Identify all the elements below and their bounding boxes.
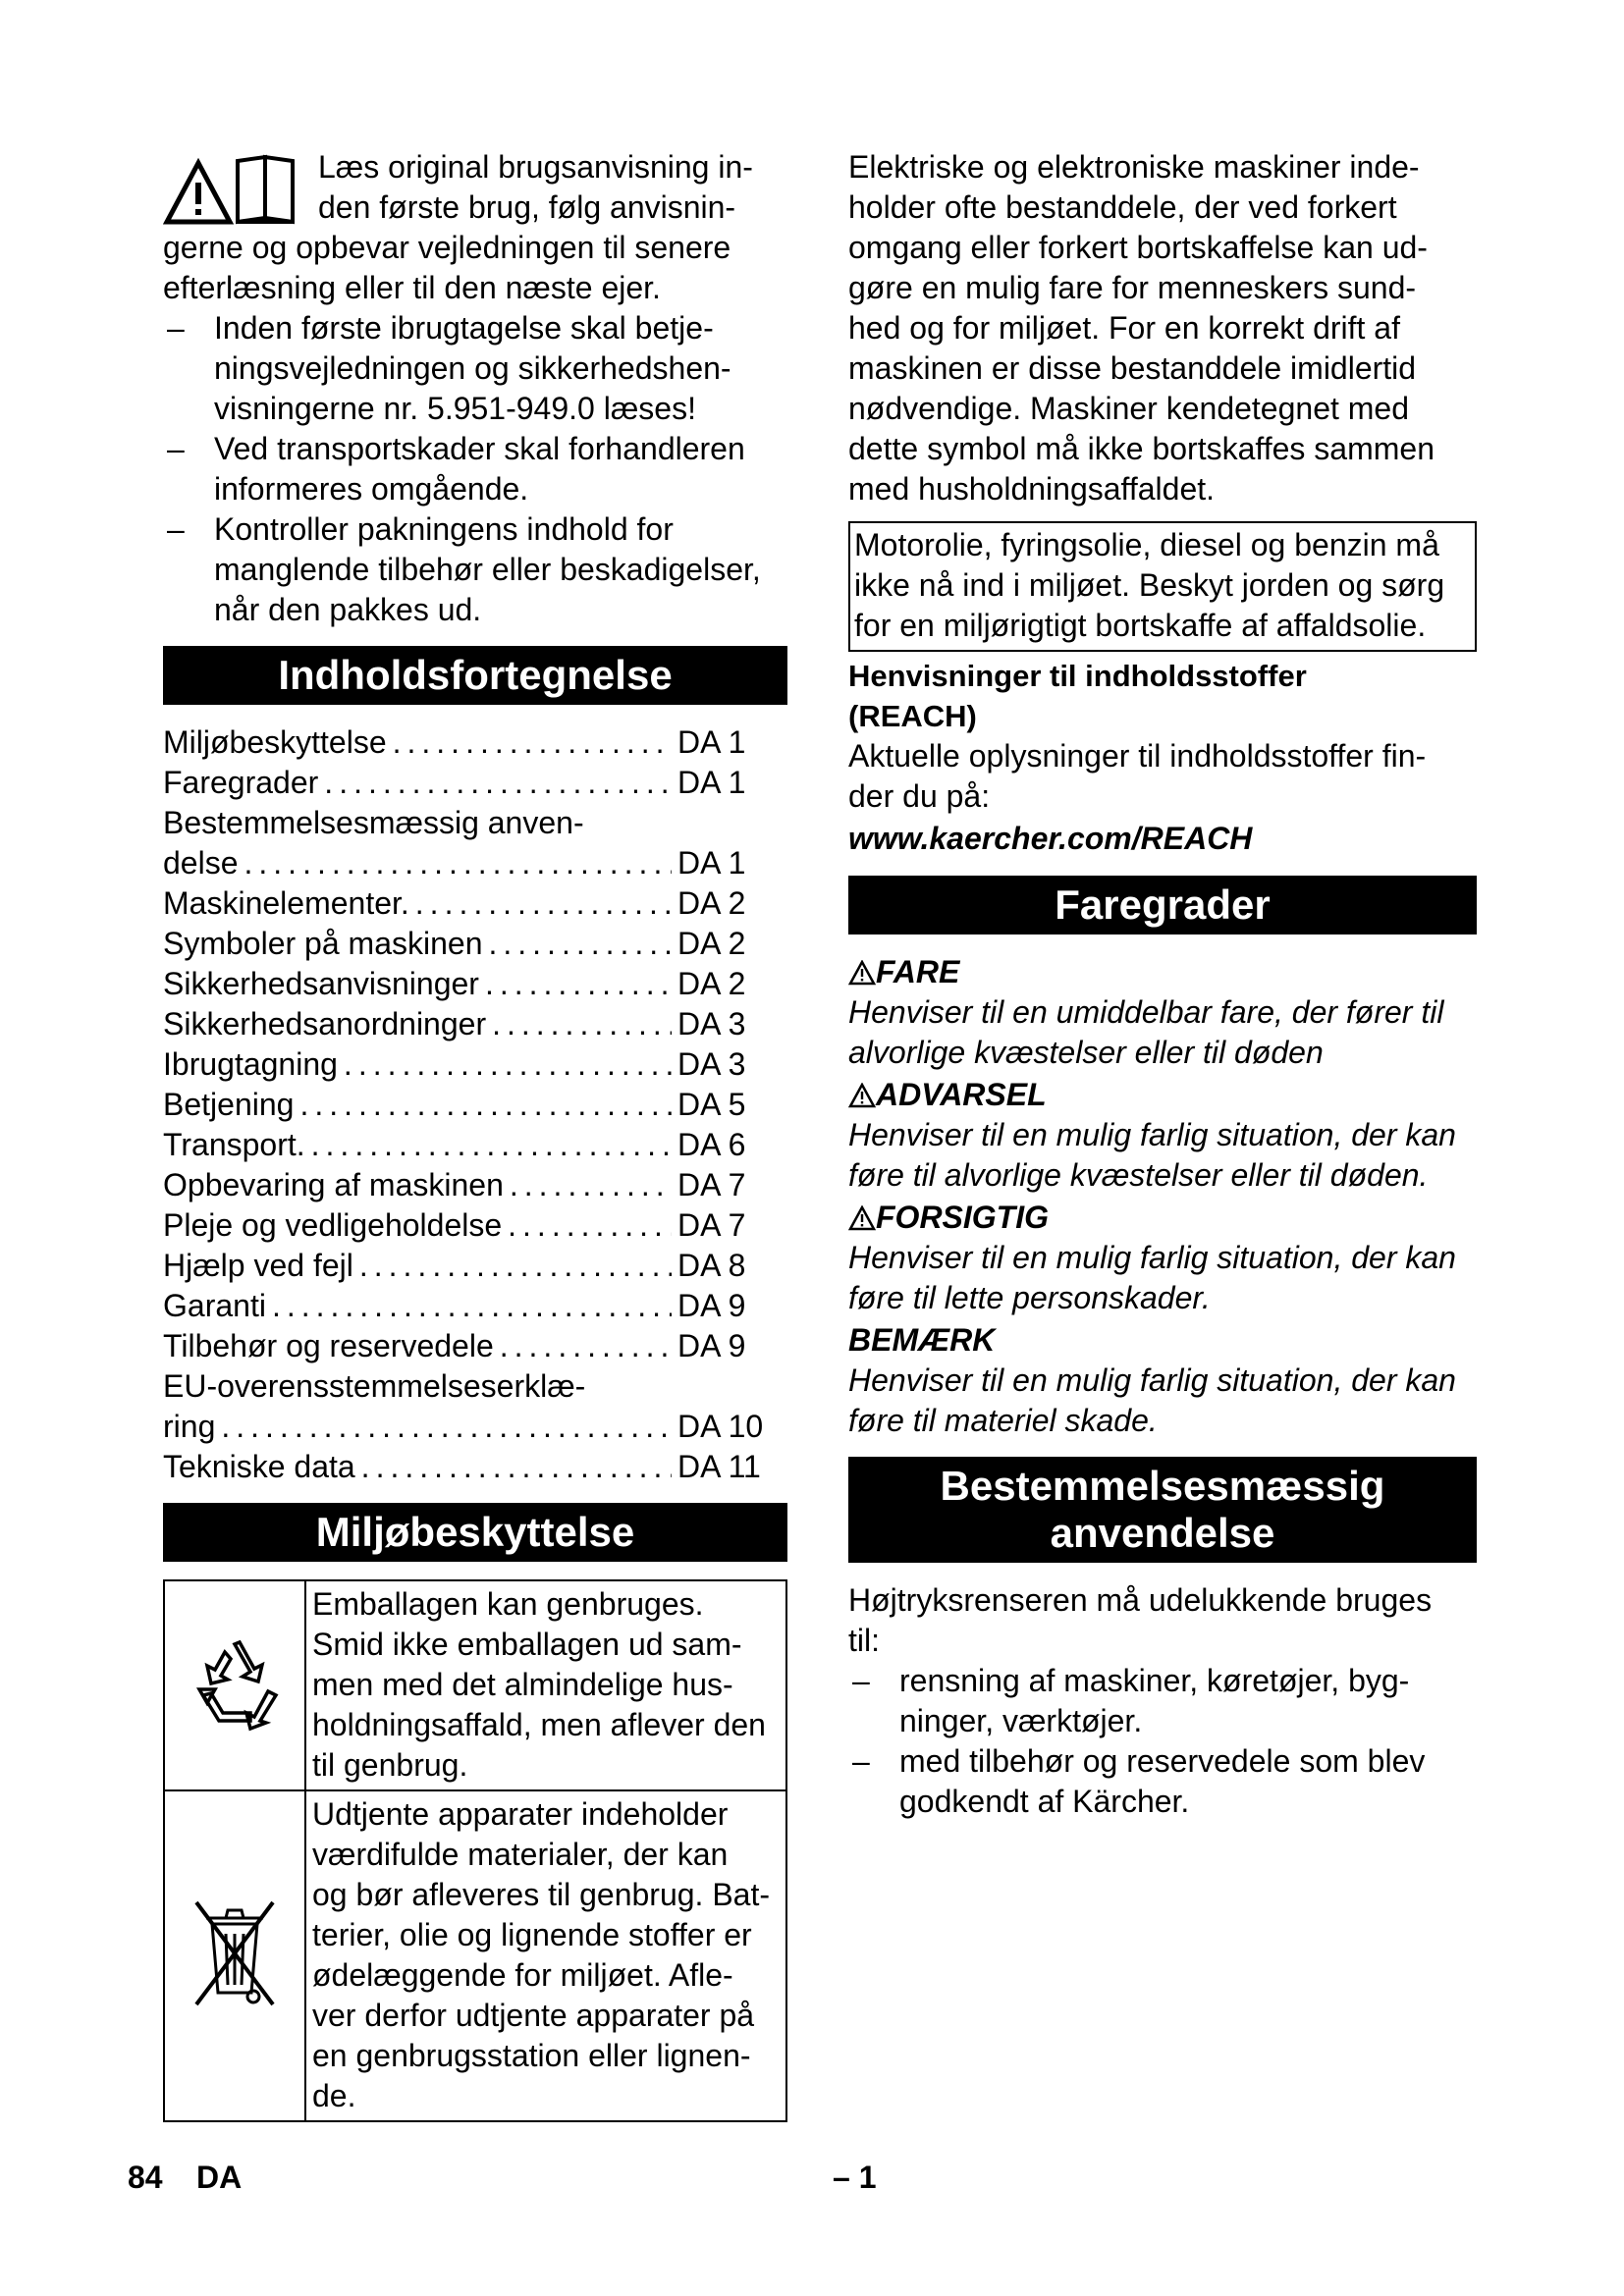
toc-leader [244,843,673,883]
text-line: holder ofte bestanddele, der ved forkert [848,189,1397,225]
toc-leader [299,1085,672,1125]
text-line: Smid ikke emballagen ud sam- [312,1627,742,1662]
intended-use-item-1 [848,1661,1477,1741]
text-line: en genbrugsstation eller lignen- [312,2038,751,2073]
toc-page: DA 3 [677,1006,746,1041]
text-line: til: [848,1623,880,1658]
toc-label: Sikkerhedsanvisninger [163,966,479,1001]
table-row [164,1580,786,1790]
toc-page: DA 3 [677,1046,746,1082]
toc-entry-hjaelp[interactable] [163,1246,787,1286]
intro-line-1: Læs original brugsanvisning in- [318,149,753,185]
intro-line-4: efterlæsning eller til den næste ejer. [163,270,661,305]
toc-entry-opbevaring[interactable] [163,1165,787,1205]
text-line: Henviser til en mulig farlig situation, der kan [848,1362,1456,1398]
text-line: hed og for miljøet. For en korrekt drift af [848,310,1400,346]
toc-entry-tilbehor[interactable] [163,1326,787,1366]
toc-entry-ibrugtagning[interactable] [163,1044,787,1085]
left-column [163,147,787,2122]
oil-notice-box [848,521,1477,652]
hazard-name: FARE [876,954,960,989]
list-line: rensning af maskiner, køretøjer, byg- [899,1663,1410,1698]
text-line: terier, olie og lignende stoffer er [312,1917,752,1952]
text-line: ødelæggende for miljøet. Afle- [312,1957,733,1993]
table-row [164,1790,786,2121]
appliances-text [305,1790,786,2121]
intended-use-item-2 [848,1741,1477,1822]
toc-leader [361,1447,672,1487]
toc-label: Tekniske data [163,1449,355,1484]
text-line: alvorlige kvæstelser eller til døden [848,1035,1324,1070]
text-line: Emballagen kan genbruges. [312,1586,704,1622]
toc-entry-label-pre: EU-overensstemmelseserklæ- [163,1368,586,1404]
toc-leader [359,1246,672,1286]
text-line: og bør afleveres til genbrug. Bat- [312,1877,771,1912]
crossed-bin-icon [190,1895,279,2012]
toc-entry-label-pre: Bestemmelsesmæssig anven- [163,805,584,840]
toc-entry-betjening[interactable] [163,1085,787,1125]
toc-page: DA 8 [677,1248,746,1283]
text-line: føre til lette personskader. [848,1280,1211,1315]
toc-label: Garanti [163,1288,266,1323]
list-line: med tilbehør og reservedele som blev [899,1743,1426,1779]
intro-list-item-2 [163,429,787,509]
list-line: Inden første ibrugtagelse skal betje- [214,310,714,346]
dash-bullet: – [167,511,185,547]
list-line: visningerne nr. 5.951-949.0 læses! [214,391,696,426]
toc-label: Tilbehør og reservedele [163,1328,494,1363]
list-line: informeres omgående. [214,471,529,507]
reach-text: Aktuelle oplysninger til indholdsstoffer fin- [848,738,1427,774]
text-line: ikke nå ind i miljøet. Beskyt jorden og sørg [854,567,1445,603]
text-line: Højtryksrenseren må udelukkende bruges [848,1582,1433,1618]
toc-entry-transport[interactable] [163,1125,787,1165]
hazard-name: FORSIGTIG [876,1200,1049,1235]
environment-heading: Miljøbeskyttelse [163,1503,787,1562]
intro-list-item-1 [163,308,787,429]
toc-label: Sikkerhedsanordninger [163,1006,487,1041]
toc-page: DA 2 [677,966,746,1001]
section-page-number: – 1 [833,2160,877,2195]
text-line: de. [312,2078,356,2113]
heading-line: Bestemmelsesmæssig [940,1463,1385,1509]
toc-entry-faregrader[interactable] [163,763,787,803]
text-line: Udtjente apparater indeholder [312,1796,729,1832]
list-line: Kontroller pakningens indhold for [214,511,674,547]
toc-label: Opbevaring af maskinen [163,1167,504,1202]
toc-entry-sikkerhedsanvisninger[interactable] [163,964,787,1004]
toc-leader [492,1004,672,1044]
intro-line-2: den første brug, følg anvisnin- [318,189,736,225]
toc-leader [393,722,672,763]
text-line: føre til materiel skade. [848,1403,1158,1438]
text-line: dette symbol må ikke bortskaffes sammen [848,431,1435,466]
toc-leader [488,924,672,964]
icon-cell [164,1790,305,2121]
toc-page: DA 1 [677,724,746,760]
dash-bullet: – [167,310,185,346]
hazards-heading: Faregrader [848,876,1477,934]
text-line: med husholdningsaffaldet. [848,471,1216,507]
hazard-advarsel [848,1075,1477,1196]
toc-leader [485,964,672,1004]
warning-triangle-icon [848,1205,876,1231]
text-line: Motorolie, fyringsolie, diesel og benzin må [854,527,1439,562]
toc-label: Symboler på maskinen [163,926,483,961]
packaging-text [305,1580,786,1790]
toc-page: DA 6 [677,1127,746,1162]
toc-label: Ibrugtagning [163,1046,338,1082]
list-line: manglende tilbehør eller beskadigelser, [214,552,761,587]
toc-page: DA 2 [677,885,746,921]
list-line: ningsvejledningen og sikkerhedshen- [214,350,731,386]
reach-title: Henvisninger til indholdsstoffer [848,659,1307,693]
recycle-icon [186,1634,284,1733]
text-line: Henviser til en mulig farlig situation, der kan [848,1240,1456,1275]
reach-title: (REACH) [848,699,977,733]
text-line: maskinen er disse bestanddele imidlertid [848,350,1417,386]
warning-triangle-icon [848,1083,876,1108]
hazard-name: ADVARSEL [876,1077,1047,1112]
toc-leader [324,763,672,803]
toc-label: Hjælp ved fejl [163,1248,353,1283]
table-of-contents [163,722,787,1487]
icon-cell [164,1580,305,1790]
toc-entry-bestemmelsesmaessig[interactable] [163,843,787,883]
text-line: Elektriske og elektroniske maskiner inde- [848,149,1420,185]
toc-entry-maskinelementer[interactable] [163,883,787,924]
toc-entry-eu-erklaering[interactable] [163,1407,787,1447]
text-line: nødvendige. Maskiner kendetegnet med [848,391,1410,426]
list-line: Ved transportskader skal forhandleren [214,431,745,466]
toc-page: DA 10 [677,1409,764,1444]
hazard-bemaerk [848,1320,1477,1441]
toc-entry-garanti[interactable] [163,1286,787,1326]
reach-link[interactable]: www.kaercher.com/REACH [848,821,1253,856]
list-line: når den pakkes ud. [214,592,482,627]
dash-bullet: – [167,431,185,466]
reach-text: der du på: [848,778,991,814]
warning-read-manual-icon [163,149,302,228]
toc-label: delse [163,845,239,881]
toc-label: Betjening [163,1087,295,1122]
right-column [848,147,1477,1822]
intro-section [163,147,787,630]
toc-entry-miljobeskyttelse[interactable] [163,722,787,763]
text-line: for en miljørigtigt bortskaffe af affaldsolie. [854,608,1427,643]
warning-triangle-icon [848,960,876,986]
text-line: føre til alvorlige kvæstelser eller til døden. [848,1157,1429,1193]
hazard-fare [848,952,1477,1073]
toc-entry-symboler[interactable] [163,924,787,964]
text-line: til genbrug. [312,1747,468,1783]
toc-label: Maskinelementer. [163,885,409,921]
environment-table [163,1579,787,2122]
toc-entry-tekniske-data[interactable] [163,1447,787,1487]
heading-line: anvendelse [1050,1510,1275,1556]
toc-entry-pleje[interactable] [163,1205,787,1246]
toc-label: Faregrader [163,765,319,800]
toc-label: Transport. [163,1127,305,1162]
hazard-title [848,1075,1477,1115]
text-line: omgang eller forkert bortskaffelse kan ud- [848,230,1428,265]
toc-page: DA 9 [677,1288,746,1323]
toc-page: DA 1 [677,765,746,800]
list-line: godkendt af Kärcher. [899,1784,1190,1819]
toc-leader [311,1125,672,1165]
toc-label: Miljøbeskyttelse [163,724,387,760]
text-line: Henviser til en mulig farlig situation, der kan [848,1117,1456,1152]
text-line: ver derfor udtjente apparater på [312,1998,755,2033]
toc-page: DA 5 [677,1087,746,1122]
text-line: gøre en mulig fare for menneskers sund- [848,270,1417,305]
toc-page: DA 11 [677,1449,761,1484]
toc-heading: Indholdsfortegnelse [163,646,787,705]
text-line: Henviser til en umiddelbar fare, der fører til [848,994,1444,1030]
toc-page: DA 7 [677,1207,746,1243]
toc-page: DA 7 [677,1167,746,1202]
toc-leader [510,1165,672,1205]
dash-bullet: – [852,1663,870,1698]
page-number: 84 [128,2160,163,2195]
list-line: ninger, værktøjer. [899,1703,1143,1738]
toc-label: ring [163,1409,216,1444]
toc-entry-sikkerhedsanordninger[interactable] [163,1004,787,1044]
toc-page: DA 2 [677,926,746,961]
dash-bullet: – [852,1743,870,1779]
toc-leader [221,1407,672,1447]
electrical-paragraph [848,147,1477,509]
hazard-forsigtig [848,1198,1477,1318]
intended-use-heading [848,1457,1477,1563]
toc-leader [344,1044,672,1085]
toc-page: DA 9 [677,1328,746,1363]
intro-line-3: gerne og opbevar vejledningen til senere [163,230,731,265]
toc-leader [415,883,672,924]
toc-leader [508,1205,672,1246]
hazard-title: BEMÆRK [848,1322,996,1358]
toc-page: DA 1 [677,845,746,881]
hazard-title [848,952,1477,992]
hazard-title [848,1198,1477,1238]
text-line: holdningsaffald, men aflever den [312,1707,766,1742]
toc-leader [272,1286,672,1326]
language-code: DA [196,2160,243,2195]
toc-label: Pleje og vedligeholdelse [163,1207,503,1243]
text-line: værdifulde materialer, der kan [312,1837,729,1872]
toc-leader [500,1326,672,1366]
intro-list-item-3 [163,509,787,630]
text-line: men med det almindelige hus- [312,1667,733,1702]
